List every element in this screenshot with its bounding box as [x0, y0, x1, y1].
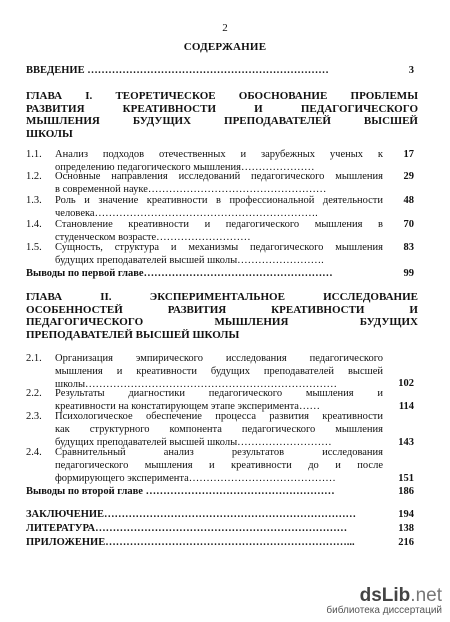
section-number: 1.1.: [26, 149, 42, 160]
section-line: Становление креативности и педагогического мышления в: [55, 219, 383, 230]
section-line: Роль и значение креативности в профессиональной деятельности: [55, 195, 383, 206]
toc-intro[interactable]: ВВЕДЕНИЕ ……………………………………………………………: [26, 65, 329, 76]
section-page: 70: [403, 219, 414, 230]
chapter-1-title[interactable]: [26, 90, 418, 140]
section-line: Организация эмпирического исследования педагогического: [55, 353, 383, 364]
section-line: Анализ подходов отечественных и зарубежных ученых к: [55, 149, 383, 160]
watermark-brand: [322, 585, 442, 607]
chapter-2-title-line: ПРЕПОДАВАТЕЛЕЙ ВЫСШЕЙ ШКОЛЫ: [26, 328, 240, 341]
section-line: Основные направления исследований педагогического мышления: [55, 171, 383, 182]
section-line: студенческом возрасте………………………: [55, 232, 251, 243]
page-number: 2: [222, 22, 228, 34]
section-number: 2.4.: [26, 447, 42, 458]
section-line: будущих преподавателей высшей школы………………………: [55, 437, 332, 448]
section-line: мышления и креативности будущих преподавателей высшей: [55, 366, 383, 377]
toc-chapter-1-conclusion-page: 99: [403, 268, 414, 279]
toc-appendix-page: 216: [398, 537, 414, 548]
section-line: человека……………………………………………………….: [55, 208, 318, 219]
section-line: определению педагогического мышления…………………: [55, 162, 315, 173]
section-page: 48: [403, 195, 414, 206]
section-number: 1.5.: [26, 242, 42, 253]
section-number: 1.3.: [26, 195, 42, 206]
section-line: будущих преподавателей высшей школы…………………….: [55, 255, 324, 266]
section-page: 17: [403, 149, 414, 160]
toc-conclusion-page: 194: [398, 509, 414, 520]
chapter-2-title[interactable]: [26, 291, 418, 341]
chapter-1-title-line: РАЗВИТИЯ КРЕАТИВНОСТИ И ПЕДАГОГИЧЕСКОГО: [26, 102, 418, 115]
section-line: Психологическое обеспечение процесса развития креативности: [55, 411, 383, 422]
toc-section-2-1[interactable]: [55, 352, 383, 391]
section-page: 102: [398, 378, 414, 389]
chapter-2-title-line: ПЕДАГОГИЧЕСКОГО МЫШЛЕНИЯ БУДУЩИХ: [26, 316, 418, 328]
toc-section-2-4[interactable]: [55, 446, 383, 485]
brand-domain: .net: [410, 585, 442, 606]
section-number: 1.4.: [26, 219, 42, 230]
section-line: в современной науке……………………………………………: [55, 184, 327, 195]
toc-intro-page: 3: [408, 65, 414, 76]
toc-chapter-2-conclusion[interactable]: Выводы по второй главе ………………………………………………: [26, 486, 335, 497]
section-page: 143: [398, 437, 414, 448]
section-line: Сравнительный анализ результатов исследования: [55, 447, 383, 458]
toc-conclusion[interactable]: ЗАКЛЮЧЕНИЕ………………………………………………………………: [26, 509, 357, 520]
section-line: школы………………………………………………………………: [55, 379, 338, 390]
brand-name: dsLib: [359, 585, 411, 606]
section-page: 29: [403, 171, 414, 182]
toc-appendix[interactable]: ПРИЛОЖЕНИЕ……………………………………………………………...: [26, 537, 355, 548]
section-line: Результаты диагностики педагогического мышления и: [55, 388, 383, 399]
section-number: 2.2.: [26, 388, 42, 399]
toc-section-1-2[interactable]: [55, 170, 383, 196]
section-line: Сущность, структура и механизмы педагогического мышления: [55, 242, 383, 253]
section-line: педагогического мышления и креативности до и после: [55, 460, 383, 471]
section-number: 2.3.: [26, 411, 42, 422]
chapter-2-title-line: ОСОБЕННОСТЕЙ РАЗВИТИЯ КРЕАТИВНОСТИ И: [26, 303, 418, 316]
chapter-1-title-line: МЫШЛЕНИЯ БУДУЩИХ ПРЕПОДАВАТЕЛЕЙ ВЫСШЕЙ: [26, 115, 418, 127]
watermark-tagline: библиотека диссертаций: [326, 605, 442, 616]
chapter-2-title-line: ГЛАВА II. ЭКСПЕРИМЕНТАЛЬНОЕ ИССЛЕДОВАНИЕ: [26, 291, 418, 303]
section-line: формирующего эксперимента……………………………………: [55, 473, 336, 484]
chapter-1-title-line: ГЛАВА I. ТЕОРЕТИЧЕСКОЕ ОБОСНОВАНИЕ ПРОБЛЕМЫ: [26, 90, 418, 102]
toc-references-page: 138: [398, 523, 414, 534]
toc-references[interactable]: ЛИТЕРАТУРА………………………………………………………………: [26, 523, 348, 534]
chapter-1-title-line: ШКОЛЫ: [26, 127, 73, 140]
section-page: 114: [398, 401, 414, 412]
toc-chapter-2-conclusion-page: 186: [398, 486, 414, 497]
toc-section-1-3[interactable]: [55, 194, 383, 220]
toc-chapter-1-conclusion[interactable]: Выводы по первой главе………………………………………………: [26, 268, 333, 279]
section-page: 83: [403, 242, 414, 253]
section-number: 1.2.: [26, 171, 42, 182]
contents-title: СОДЕРЖАНИЕ: [183, 41, 267, 53]
toc-section-1-5[interactable]: [55, 241, 383, 267]
section-number: 2.1.: [26, 353, 42, 364]
watermark-logo: [322, 585, 442, 616]
section-line: как структурного компонента педагогического мышления: [55, 424, 383, 435]
toc-section-2-3[interactable]: [55, 410, 383, 449]
section-page: 151: [398, 473, 414, 484]
section-line: креативности на констатирующем этапе эксперимента……: [55, 401, 320, 412]
